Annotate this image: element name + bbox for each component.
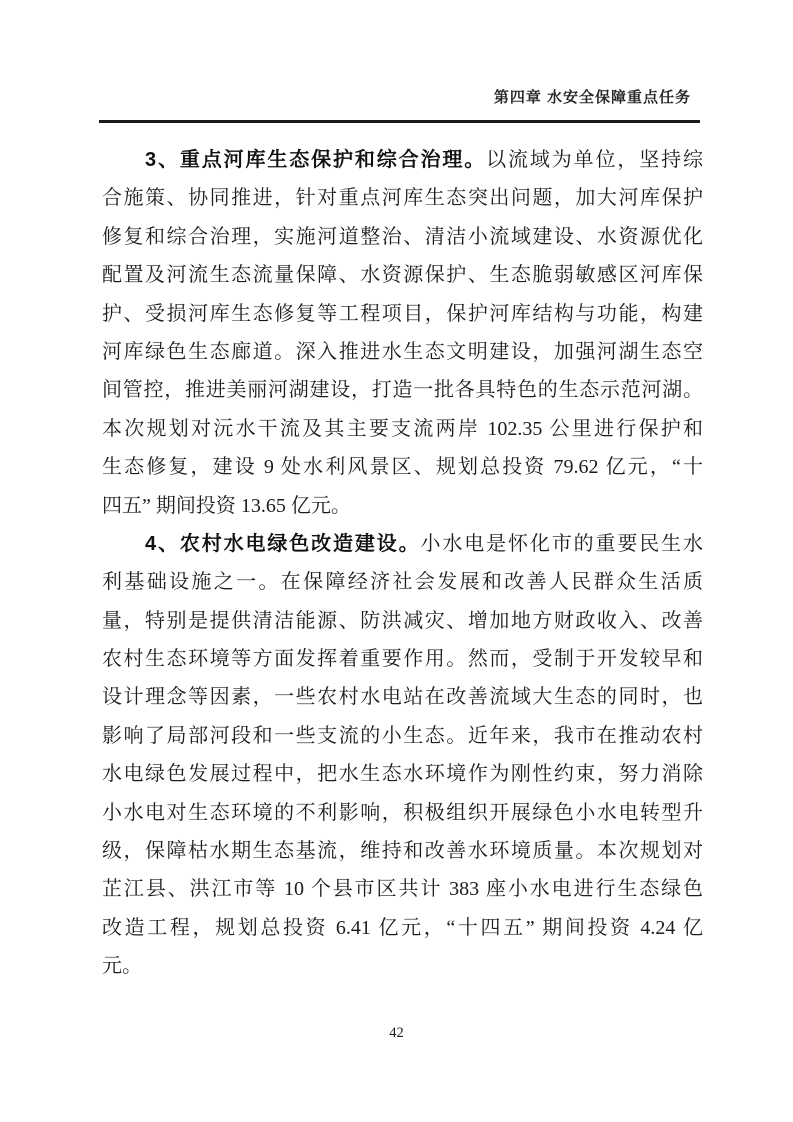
text-line: 4、农村水电绿色改造建设。小水电是怀化市的重要民生水 [145,532,703,555]
text-line: 修复和综合治理，实施河道整治、清洁小流域建设、水资源优化 [102,225,703,248]
text-line: 量，特别是提供清洁能源、防洪减灾、增加地方财政收入、改善 [102,609,703,632]
text-line: 农村生态环境等方面发挥着重要作用。然而，受制于开发较早和 [102,648,703,671]
text-line: 水电绿色发展过程中，把水生态水环境作为刚性约束，努力消除 [102,763,703,786]
text-line: 设计理念等因素，一些农村水电站在改善流域大生态的同时，也 [102,686,703,709]
text-line: 四五” 期间投资 13.65 亿元。 [102,494,351,517]
text-line: 小水电对生态环境的不利影响，积极组织开展绿色小水电转型升 [102,801,703,824]
paragraph [102,141,703,525]
text-line: 利基础设施之一。在保障经济社会发展和改善人民群众生活质 [102,571,703,594]
running-header-title: 第四章 水安全保障重点任务 [493,89,691,106]
paragraph-heading: 3、重点河库生态保护和综合治理。 [145,149,487,171]
text-line: 间管控，推进美丽河湖建设，打造一批各具特色的生态示范河湖。 [102,379,703,402]
page-number: 42 [389,1025,404,1041]
document-body [102,141,703,986]
paragraph [102,525,703,986]
header-rule [99,120,700,123]
text-line: 护、受损河库生态修复等工程项目，保护河库结构与功能，构建 [102,302,703,325]
paragraph-heading: 4、农村水电绿色改造建设。 [145,532,421,555]
text-line: 影响了局部河段和一些支流的小生态。近年来，我市在推动农村 [102,724,703,747]
text-line: 级，保障枯水期生态基流，维持和改善水环境质量。本次规划对 [102,840,703,863]
text-line: 元。 [102,955,142,978]
text-line: 3、重点河库生态保护和综合治理。以流域为单位，坚持综 [145,149,703,171]
text-line: 配置及河流生态流量保障、水资源保护、生态脆弱敏感区河库保 [102,264,703,287]
text-line: 河库绿色生态廊道。深入推进水生态文明建设，加强河湖生态空 [102,340,703,363]
text-line: 改造工程，规划总投资 6.41 亿元，“十四五” 期间投资 4.24 亿 [102,916,703,939]
text-line: 芷江县、洪江市等 10 个县市区共计 383 座小水电进行生态绿色 [102,878,703,901]
text-line: 生态修复，建设 9 处水利风景区、规划总投资 79.62 亿元，“十 [102,456,703,479]
text-line: 本次规划对沅水干流及其主要支流两岸 102.35 公里进行保护和 [102,417,703,440]
text-line: 合施策、协同推进，针对重点河库生态突出问题，加大河库保护 [102,187,703,210]
